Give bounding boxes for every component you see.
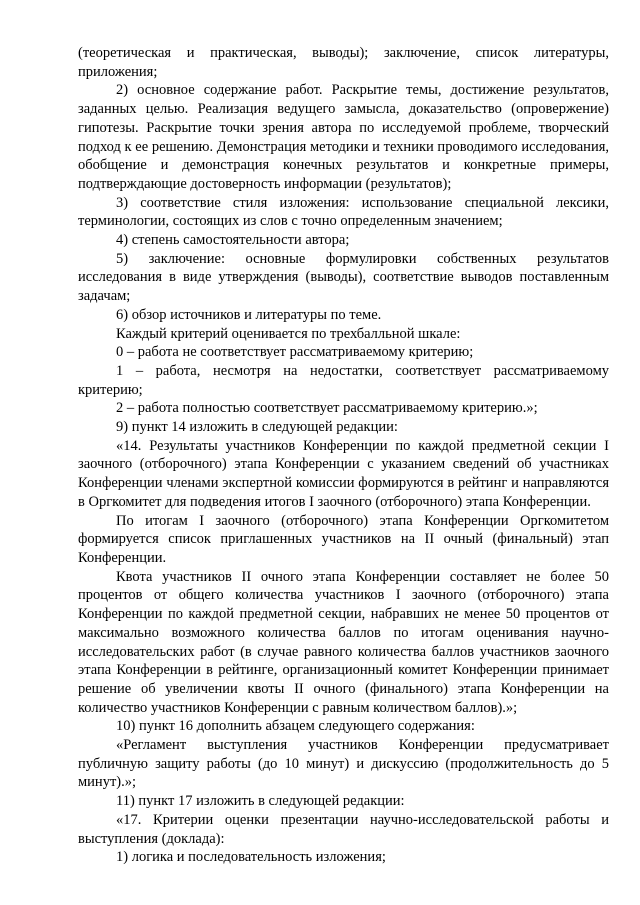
paragraph-5: 5) заключение: основные формулировки собственных результатов исследования в виде утверждения (выводы), соответствие выводов поставленным задачам; [78, 250, 609, 305]
paragraph-10: 2 – работа полностью соответствует рассматриваемому критерию.»; [116, 400, 538, 417]
paragraph-7: Каждый критерий оценивается по трехбалльной шкале: [116, 325, 461, 342]
paragraph-9: 1 – работа, несмотря на недостатки, соответствует рассматриваемому критерию; [78, 362, 609, 398]
paragraph-3: 3) соответствие стиля изложения: использование специальной лексики, терминологии, состоящих из слов с точно определенным значением; [78, 194, 609, 230]
document-page [78, 44, 609, 867]
paragraph-12: «14. Результаты участников Конференции по каждой предметной секции I заочного (отборочного) этапа Конференции с указанием сведений об участниках Конференции членами экспертной комиссии формируются в рейтинг и направляются в Оргкомитет для подведения итогов I заочного (отборочного) этапа Конференции. [78, 437, 609, 510]
paragraph-14: Квота участников II очного этапа Конференции составляет не более 50 процентов от общего количества участников I заочного (отборочного) этапа Конференции по каждой предметной секции, набравших не менее 50 процентов от максимально возможного количества баллов по итогам оценивания научно-исследовательских работ (в случае равного количества баллов участников заочного этапа Конференции в рейтинге, организационный комитет Конференции принимает решение об увеличении квоты II очного (финального) этапа Конференции на количество участников Конференции с равным количеством баллов).»; [78, 568, 609, 716]
paragraph-16: «Регламент выступления участников Конференции предусматривает публичную защиту работы (до 10 минут) и дискуссию (продолжительность до 5 минут).»; [78, 737, 609, 791]
paragraph-1: (теоретическая и практическая, выводы); заключение, список литературы, приложения; [78, 45, 609, 80]
paragraph-13: По итогам I заочного (отборочного) этапа Конференции Оргкомитетом формируется список приглашенных участников на II очный (финальный) этап Конференции. [78, 512, 609, 566]
paragraph-6: 6) обзор источников и литературы по теме. [116, 306, 382, 323]
paragraph-18: «17. Критерии оценки презентации научно-исследовательской работы и выступления (доклада): [78, 811, 609, 847]
paragraph-17: 11) пункт 17 изложить в следующей редакции: [116, 793, 405, 810]
paragraph-4: 4) степень самостоятельности автора; [116, 232, 350, 249]
paragraph-19: 1) логика и последовательность изложения; [116, 849, 386, 866]
paragraph-11: 9) пункт 14 изложить в следующей редакции: [116, 419, 398, 436]
paragraph-15: 10) пункт 16 дополнить абзацем следующего содержания: [116, 718, 475, 735]
paragraph-2: 2) основное содержание работ. Раскрытие темы, достижение результатов, заданных целью. Реализация ведущего замысла, доказательство (опровержение) гипотезы. Раскрытие точки зрения автора по исследуемой проблеме, творческий подход к ее решению. Демонстрация методики и техники проводимого исследования, обобщение и демонстрация конечных результатов и конкретные примеры, подтверждающие достоверность информации (результатов); [78, 82, 609, 192]
paragraph-8: 0 – работа не соответствует рассматриваемому критерию; [116, 344, 474, 361]
